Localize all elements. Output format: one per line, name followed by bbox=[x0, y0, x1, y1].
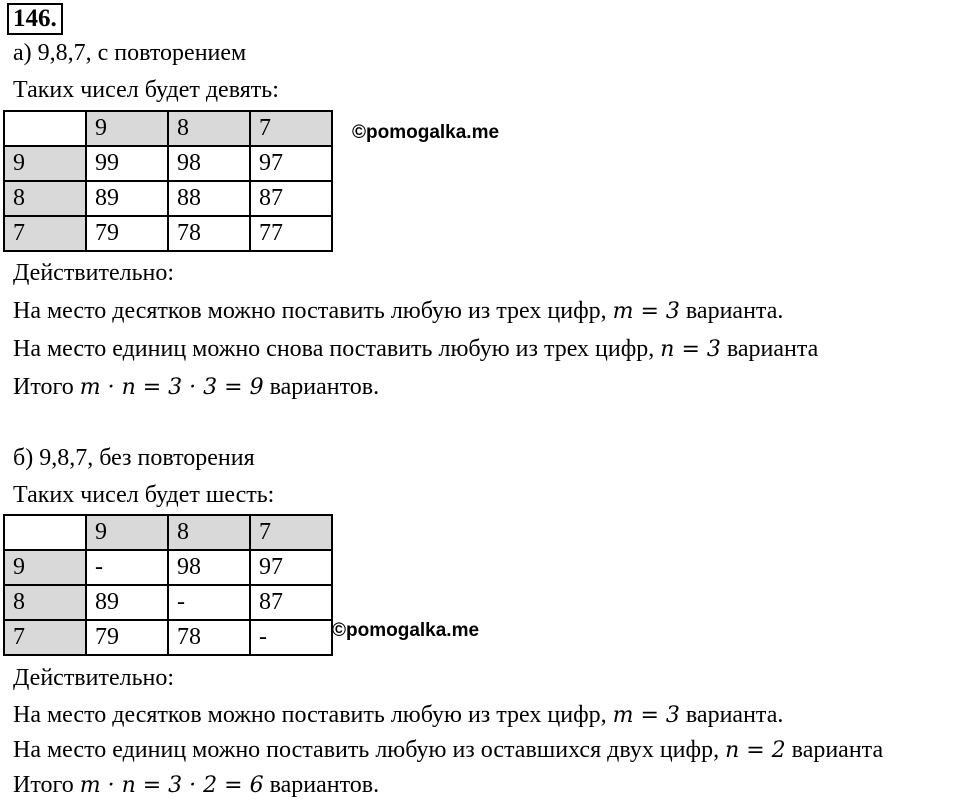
table-header-cell: 7 bbox=[250, 111, 332, 146]
table-corner-cell bbox=[4, 515, 86, 550]
table-cell: 89 bbox=[86, 181, 168, 216]
table-cell: 87 bbox=[250, 585, 332, 620]
table-corner-cell bbox=[4, 111, 86, 146]
text: варианта bbox=[720, 336, 819, 362]
table-cell: - bbox=[86, 550, 168, 585]
table-cell: - bbox=[250, 620, 332, 655]
text: вариантов. bbox=[263, 772, 380, 798]
table-row bbox=[4, 216, 332, 251]
text: вариантов. bbox=[263, 374, 380, 400]
text: варианта. bbox=[679, 702, 784, 728]
problem-number: 146. bbox=[7, 3, 63, 35]
table-row-header: 7 bbox=[4, 620, 86, 655]
table-cell: 89 bbox=[86, 585, 168, 620]
table-row bbox=[4, 585, 332, 620]
table-cell: 87 bbox=[250, 181, 332, 216]
table-cell: 97 bbox=[250, 550, 332, 585]
table-cell: 77 bbox=[250, 216, 332, 251]
table-row bbox=[4, 181, 332, 216]
math-expression: n = 2 bbox=[725, 738, 786, 763]
table-cell: 78 bbox=[168, 216, 250, 251]
table-cell: 78 bbox=[168, 620, 250, 655]
watermark: ©pomogalka.me bbox=[352, 122, 500, 143]
table-row-header: 7 bbox=[4, 216, 86, 251]
part-a-line-2 bbox=[13, 334, 818, 365]
table-row bbox=[4, 146, 332, 181]
table-header-cell: 7 bbox=[250, 515, 332, 550]
part-b-table bbox=[3, 514, 333, 656]
table-row-header: 9 bbox=[4, 550, 86, 585]
text: На место десятков можно поставить любую из трех цифр, bbox=[13, 702, 613, 728]
watermark: ©pomogalka.me bbox=[332, 620, 480, 641]
table-row-header: 8 bbox=[4, 181, 86, 216]
table-header-row bbox=[4, 111, 332, 146]
part-b-line-2 bbox=[13, 735, 883, 766]
table-row-header: 8 bbox=[4, 585, 86, 620]
table-cell: 99 bbox=[86, 146, 168, 181]
table-header-cell: 9 bbox=[86, 111, 168, 146]
math-expression: m · n = 3 · 2 = 6 bbox=[79, 773, 264, 798]
text: варианта bbox=[785, 737, 884, 763]
table-cell: - bbox=[168, 585, 250, 620]
part-a-line-3 bbox=[13, 372, 379, 403]
text: варианта. bbox=[679, 298, 784, 324]
text: На место единиц можно снова поставить любую из трех цифр, bbox=[13, 336, 661, 362]
part-b-intro: Таких чисел будет шесть: bbox=[13, 482, 275, 508]
table-header-cell: 8 bbox=[168, 515, 250, 550]
table-row bbox=[4, 550, 332, 585]
math-expression: m = 3 bbox=[612, 703, 680, 728]
table-cell: 79 bbox=[86, 620, 168, 655]
table-header-cell: 9 bbox=[86, 515, 168, 550]
text: На место десятков можно поставить любую из трех цифр, bbox=[13, 298, 613, 324]
part-b-line-3 bbox=[13, 770, 379, 801]
table-cell: 98 bbox=[168, 146, 250, 181]
text: На место единиц можно поставить любую из оставшихся двух цифр, bbox=[13, 737, 726, 763]
text: Итого bbox=[13, 772, 80, 798]
part-a-heading: а) 9,8,7, с повторением bbox=[13, 40, 247, 66]
table-row bbox=[4, 620, 332, 655]
part-a-intro: Таких чисел будет девять: bbox=[13, 77, 279, 103]
part-a-line-1 bbox=[13, 296, 783, 327]
text: Итого bbox=[13, 374, 80, 400]
part-b-heading: б) 9,8,7, без повторения bbox=[13, 445, 255, 471]
table-header-cell: 8 bbox=[168, 111, 250, 146]
part-b-indeed: Действительно: bbox=[13, 665, 175, 691]
math-expression: m = 3 bbox=[612, 299, 680, 324]
math-expression: n = 3 bbox=[660, 337, 721, 362]
part-a-indeed: Действительно: bbox=[13, 260, 175, 286]
part-a-table bbox=[3, 110, 333, 252]
table-cell: 97 bbox=[250, 146, 332, 181]
math-expression: m · n = 3 · 3 = 9 bbox=[79, 375, 264, 400]
table-cell: 88 bbox=[168, 181, 250, 216]
part-b-line-1 bbox=[13, 700, 783, 731]
table-cell: 98 bbox=[168, 550, 250, 585]
table-header-row bbox=[4, 515, 332, 550]
table-row-header: 9 bbox=[4, 146, 86, 181]
table-cell: 79 bbox=[86, 216, 168, 251]
